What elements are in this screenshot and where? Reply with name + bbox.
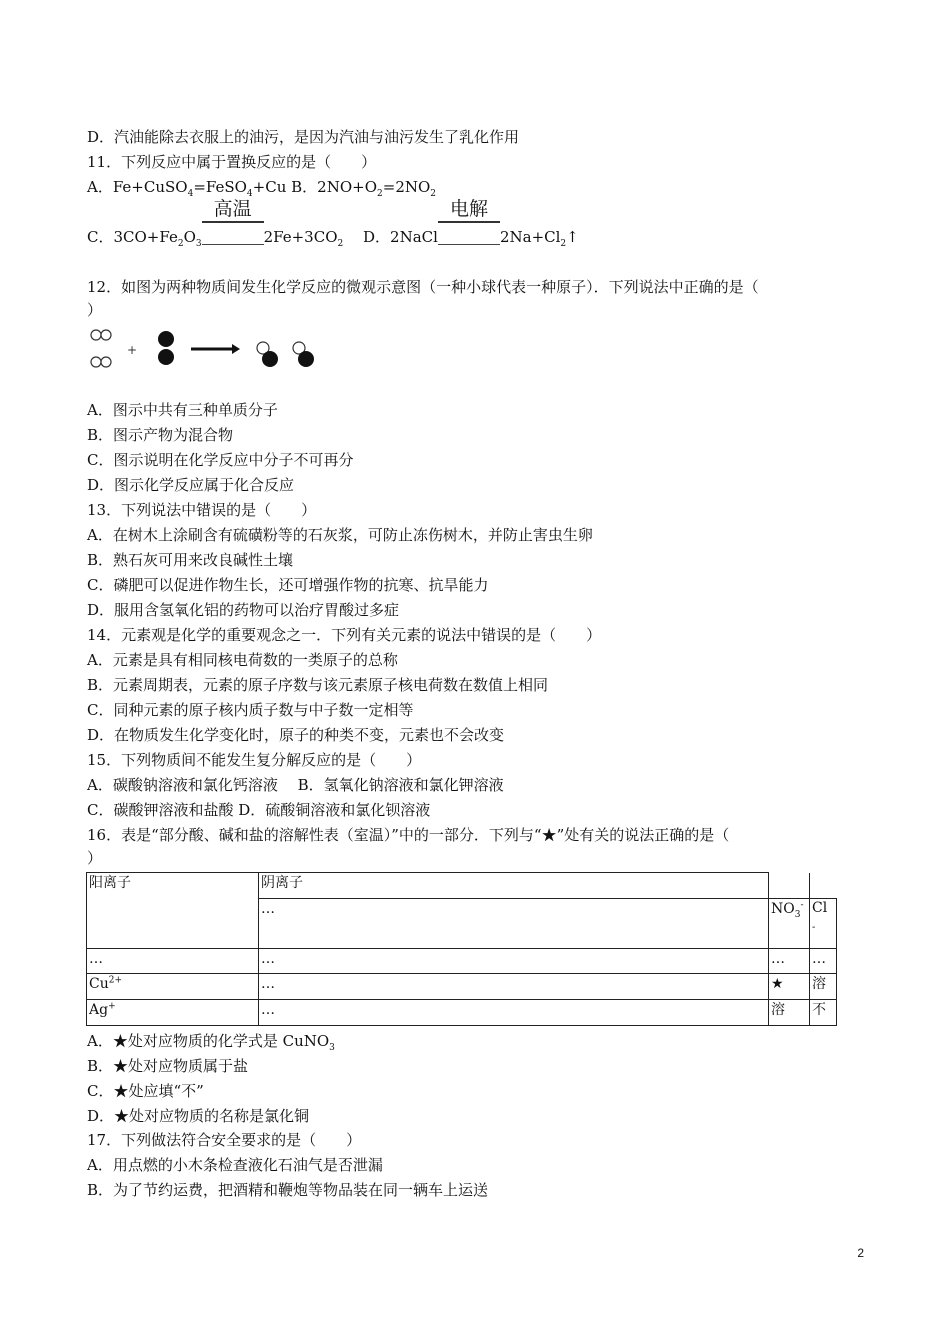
q11-options-ab: A．Fe+CuSO$_4$=FeSO$_4$+Cu B．$2NO+O_2=2NO_2$	[87, 178, 437, 199]
q16-option-b: B．★处对应物质属于盐	[87, 1057, 249, 1075]
header-no3: $NO_3^-$	[769, 899, 810, 949]
q13-option-d: D．服用含氢氧化铝的药物可以治疗胃酸过多症	[87, 601, 400, 619]
cation-ag: Ag+	[87, 1000, 259, 1026]
q12-option-a: A．图示中共有三种单质分子	[87, 401, 278, 419]
cell-ellipsis: …	[259, 974, 769, 1000]
header-anion: 阴离子	[259, 873, 769, 899]
product-molecule-2	[293, 342, 314, 367]
reactant-white-molecules	[91, 330, 111, 367]
arrow-icon	[191, 344, 240, 354]
cation-cu: $Cu^{2+}$	[87, 974, 259, 1000]
reaction-condition-electrolysis: 电解	[438, 227, 500, 247]
cell-ellipsis: …	[259, 1000, 769, 1026]
cell-ag-cl: 不	[810, 1000, 837, 1026]
q14-option-c: C．同种元素的原子核内质子数与中子数一定相等	[87, 701, 414, 719]
q12-stem: 12．如图为两种物质间发生化学反应的微观示意图（一种小球代表一种原子）．下列说法中正确的是（	[87, 278, 759, 296]
q12-option-b: B．图示产物为混合物	[87, 426, 234, 444]
header-cation: 阳离子	[87, 873, 259, 949]
q16-option-d: D．★处对应物质的名称是氯化铜	[87, 1107, 310, 1125]
q13-stem: 13．下列说法中错误的是（ ）	[87, 501, 317, 519]
q14-option-b: B．元素周期表，元素的原子序数与该元素原子核电荷数在数值上相同	[87, 676, 549, 694]
q16-stem-cont: ）	[87, 849, 103, 867]
q17-stem: 17．下列做法符合安全要求的是（ ）	[87, 1131, 362, 1149]
reaction-molecule-diagram	[87, 323, 337, 383]
cell-star: ★	[769, 974, 810, 1000]
reactant-black-molecule	[158, 331, 174, 365]
q14-stem: 14．元素观是化学的重要观念之一．下列有关元素的说法中错误的是（ ）	[87, 626, 602, 644]
q16-option-a: A．★处对应物质的化学式是 CuNO$_3$	[87, 1032, 335, 1053]
cell-ellipsis: …	[769, 949, 810, 974]
q13-option-a: A．在树木上涂刷含有硫磺粉等的石灰浆，可防止冻伤树木，并防止害虫生卵	[87, 526, 593, 544]
reaction-condition-high-temp: 高温	[202, 227, 264, 247]
q13-option-b: B．熟石灰可用来改良碱性土壤	[87, 551, 294, 569]
cell-ellipsis: …	[259, 949, 769, 974]
q17-option-a: A．用点燃的小木条检查液化石油气是否泄漏	[87, 1156, 383, 1174]
q12-option-d: D．图示化学反应属于化合反应	[87, 476, 295, 494]
cell-ellipsis: …	[810, 949, 837, 974]
header-cl: Cl -	[810, 899, 837, 949]
q14-option-a: A．元素是具有相同核电荷数的一类原子的总称	[87, 651, 398, 669]
q15-options-ab: A．碳酸钠溶液和氯化钙溶液 B．氢氧化钠溶液和氯化钾溶液	[87, 776, 504, 794]
product-molecule-1	[257, 342, 278, 367]
q17-option-b: B．为了节约运费，把酒精和鞭炮等物品装在同一辆车上运送	[87, 1181, 489, 1199]
cell-cu-cl: 溶	[810, 974, 837, 1000]
q13-option-c: C．磷肥可以促进作物生长，还可增强作物的抗寒、抗旱能力	[87, 576, 489, 594]
q15-options-cd: C．碳酸钾溶液和盐酸 D．硫酸铜溶液和氯化钡溶液	[87, 801, 431, 819]
q16-option-c: C．★处应填“不”	[87, 1082, 204, 1100]
q10-option-d: D．汽油能除去衣服上的油污，是因为汽油与油污发生了乳化作用	[87, 128, 520, 146]
page-number: 2	[857, 1246, 864, 1260]
solubility-table	[86, 872, 837, 1026]
q12-option-c: C．图示说明在化学反应中分子不可再分	[87, 451, 354, 469]
q16-stem: 16．表是“部分酸、碱和盐的溶解性表（室温）”中的一部分．下列与“★”处有关的说法正确的是（	[87, 826, 730, 844]
q11-stem: 11．下列反应中属于置换反应的是（ ）	[87, 153, 377, 171]
q15-stem: 15．下列物质间不能发生复分解反应的是（ ）	[87, 751, 422, 769]
cell-ellipsis: …	[87, 949, 259, 974]
anion-ellipsis: …	[259, 899, 769, 949]
q14-option-d: D．在物质发生化学变化时，原子的种类不变，元素也不会改变	[87, 726, 505, 744]
q12-stem-cont: ）	[87, 301, 103, 319]
q11-options-cd: C．$3CO+Fe_2O_3$ 高温 $2Fe+3CO_2$ D．2NaCl 电解 $2Na+Cl_2↑$	[87, 198, 579, 249]
cell-ag-no3: 溶	[769, 1000, 810, 1026]
plus-sign: +	[126, 343, 138, 357]
